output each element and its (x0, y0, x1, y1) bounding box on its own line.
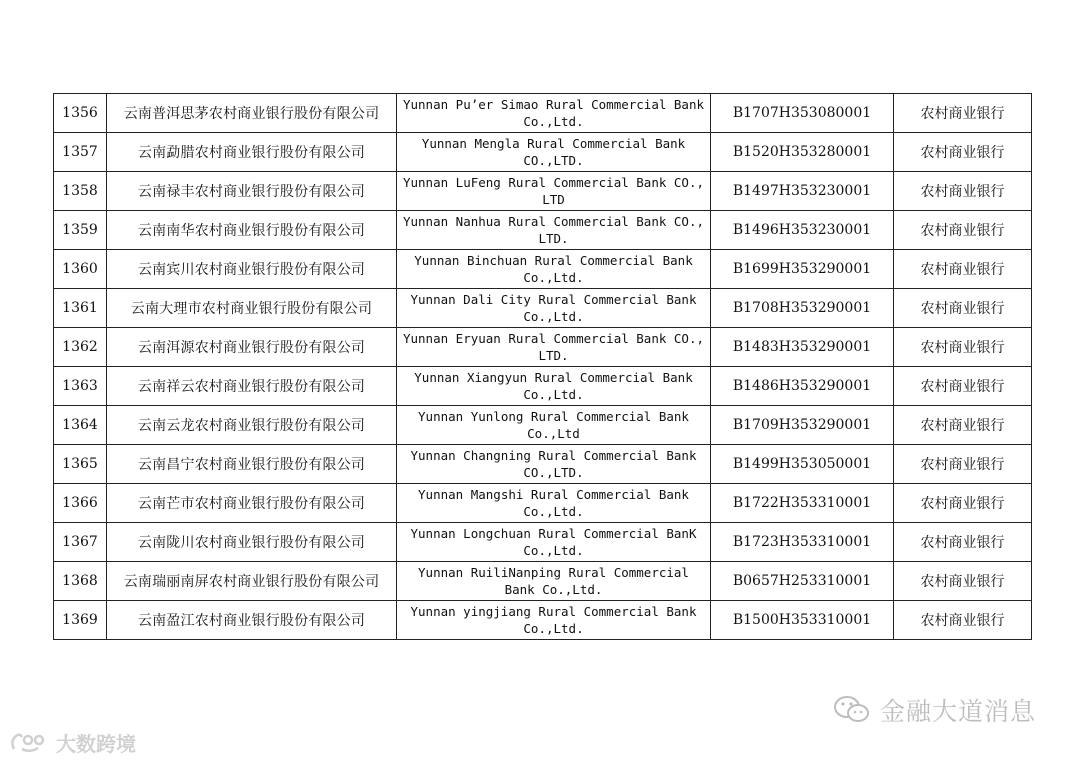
english-name-cell (397, 211, 711, 250)
english-name-text: Yunnan Xiangyun Rural Commercial Bank Co.,Ltd. (414, 370, 693, 402)
chinese-name-cell: 云南瑞丽南屏农村商业银行股份有限公司 (107, 562, 397, 601)
license-code-cell: B1699H353290001 (711, 250, 894, 289)
english-name-cell (397, 445, 711, 484)
license-code-cell: B1497H353230001 (711, 172, 894, 211)
chinese-name-cell: 云南昌宁农村商业银行股份有限公司 (107, 445, 397, 484)
chinese-name-cell: 云南陇川农村商业银行股份有限公司 (107, 523, 397, 562)
license-code-cell: B1520H353280001 (711, 133, 894, 172)
english-name-text: Yunnan Nanhua Rural Commercial Bank CO., LTD. (402, 214, 705, 246)
row-number-cell: 1363 (54, 367, 107, 406)
license-code-cell: B1722H353310001 (711, 484, 894, 523)
chinese-name-cell: 云南盈江农村商业银行股份有限公司 (107, 601, 397, 640)
watermark-logo-icon (8, 731, 52, 755)
english-name-text: Yunnan yingjiang Rural Commercial Bank Co.,Ltd. (410, 604, 697, 636)
english-name-text: Yunnan Pu’er Simao Rural Commercial Bank Co.,Ltd. (402, 97, 705, 129)
english-name-cell (397, 484, 711, 523)
row-number-cell: 1365 (54, 445, 107, 484)
institution-type-cell: 农村商业银行 (894, 445, 1032, 484)
row-number-cell: 1358 (54, 172, 107, 211)
watermark-left-text: 大数跨境 (56, 732, 136, 756)
institution-type-cell: 农村商业银行 (894, 484, 1032, 523)
english-name-cell (397, 133, 711, 172)
license-code-cell: B1723H353310001 (711, 523, 894, 562)
license-code-cell: B1483H353290001 (711, 328, 894, 367)
table-row (54, 289, 1032, 328)
license-code-cell: B0657H253310001 (711, 562, 894, 601)
english-name-text: Yunnan Yunlong Rural Commercial Bank Co.,Ltd (418, 409, 689, 441)
row-number-cell: 1359 (54, 211, 107, 250)
table-row (54, 406, 1032, 445)
english-name-cell (397, 601, 711, 640)
row-number-cell: 1366 (54, 484, 107, 523)
license-code-cell: B1499H353050001 (711, 445, 894, 484)
institution-type-cell: 农村商业银行 (894, 562, 1032, 601)
institution-type-cell: 农村商业银行 (894, 172, 1032, 211)
row-number-cell: 1369 (54, 601, 107, 640)
row-number-cell: 1357 (54, 133, 107, 172)
institution-type-cell: 农村商业银行 (894, 289, 1032, 328)
bank-list-table (53, 93, 1032, 640)
row-number-cell: 1361 (54, 289, 107, 328)
table-body (54, 94, 1032, 640)
table-row (54, 94, 1032, 133)
english-name-cell (397, 328, 711, 367)
english-name-text: Yunnan Dali City Rural Commercial Bank Co.,Ltd. (410, 292, 697, 324)
chinese-name-cell: 云南禄丰农村商业银行股份有限公司 (107, 172, 397, 211)
english-name-text: Yunnan Changning Rural Commercial Bank CO.,LTD. (410, 448, 697, 480)
english-name-text: Yunnan Eryuan Rural Commercial Bank CO., LTD. (402, 331, 705, 363)
english-name-text: Yunnan Binchuan Rural Commercial Bank Co.,Ltd. (414, 253, 693, 285)
chinese-name-cell: 云南普洱思茅农村商业银行股份有限公司 (107, 94, 397, 133)
table-row (54, 367, 1032, 406)
institution-type-cell: 农村商业银行 (894, 601, 1032, 640)
english-name-cell (397, 523, 711, 562)
chinese-name-cell: 云南云龙农村商业银行股份有限公司 (107, 406, 397, 445)
institution-type-cell: 农村商业银行 (894, 133, 1032, 172)
table-row (54, 523, 1032, 562)
table-row (54, 328, 1032, 367)
chinese-name-cell: 云南南华农村商业银行股份有限公司 (107, 211, 397, 250)
table-row (54, 250, 1032, 289)
row-number-cell: 1360 (54, 250, 107, 289)
license-code-cell: B1707H353080001 (711, 94, 894, 133)
license-code-cell: B1486H353290001 (711, 367, 894, 406)
english-name-cell (397, 289, 711, 328)
institution-type-cell: 农村商业银行 (894, 406, 1032, 445)
institution-type-cell: 农村商业银行 (894, 250, 1032, 289)
institution-type-cell: 农村商业银行 (894, 94, 1032, 133)
table-row (54, 445, 1032, 484)
english-name-cell (397, 406, 711, 445)
english-name-cell (397, 562, 711, 601)
institution-type-cell: 农村商业银行 (894, 328, 1032, 367)
chinese-name-cell: 云南祥云农村商业银行股份有限公司 (107, 367, 397, 406)
english-name-cell (397, 367, 711, 406)
institution-type-cell: 农村商业银行 (894, 211, 1032, 250)
table-row (54, 133, 1032, 172)
english-name-text: Yunnan Mengla Rural Commercial Bank CO.,LTD. (421, 136, 686, 168)
english-name-text: Yunnan LuFeng Rural Commercial Bank CO., LTD (402, 175, 705, 207)
chinese-name-cell: 云南洱源农村商业银行股份有限公司 (107, 328, 397, 367)
license-code-cell: B1709H353290001 (711, 406, 894, 445)
table-row (54, 211, 1032, 250)
row-number-cell: 1356 (54, 94, 107, 133)
english-name-text: Yunnan RuiliNanping Rural Commercial Bank Co.,Ltd. (418, 565, 689, 597)
watermark-dashujingjing (8, 728, 136, 757)
english-name-cell (397, 250, 711, 289)
row-number-cell: 1368 (54, 562, 107, 601)
row-number-cell: 1364 (54, 406, 107, 445)
institution-type-cell: 农村商业银行 (894, 367, 1032, 406)
watermark-right-text: 金融大道消息 (880, 697, 1037, 726)
table-row (54, 601, 1032, 640)
english-name-text: Yunnan Mangshi Rural Commercial Bank Co.,Ltd. (418, 487, 689, 519)
table-row (54, 172, 1032, 211)
license-code-cell: B1708H353290001 (711, 289, 894, 328)
wechat-icon (832, 694, 872, 726)
english-name-cell (397, 94, 711, 133)
watermark-wechat-account (832, 692, 1036, 728)
chinese-name-cell: 云南勐腊农村商业银行股份有限公司 (107, 133, 397, 172)
table-row (54, 562, 1032, 601)
chinese-name-cell: 云南芒市农村商业银行股份有限公司 (107, 484, 397, 523)
institution-type-cell: 农村商业银行 (894, 523, 1032, 562)
license-code-cell: B1496H353230001 (711, 211, 894, 250)
row-number-cell: 1367 (54, 523, 107, 562)
chinese-name-cell: 云南大理市农村商业银行股份有限公司 (107, 289, 397, 328)
table-row (54, 484, 1032, 523)
license-code-cell: B1500H353310001 (711, 601, 894, 640)
row-number-cell: 1362 (54, 328, 107, 367)
english-name-text: Yunnan Longchuan Rural Commercial BanK Co.,Ltd. (410, 526, 697, 558)
english-name-cell (397, 172, 711, 211)
chinese-name-cell: 云南宾川农村商业银行股份有限公司 (107, 250, 397, 289)
